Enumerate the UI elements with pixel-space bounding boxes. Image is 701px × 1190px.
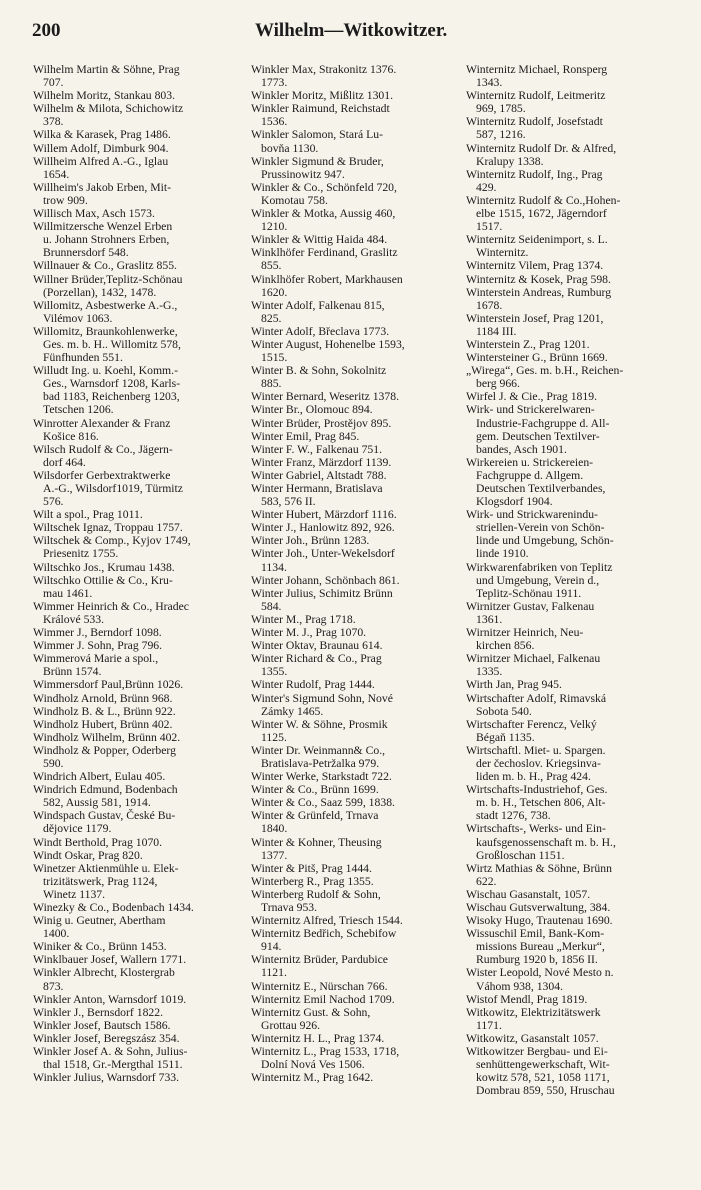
directory-line: Winternitz Rudolf, Ing., Prag bbox=[466, 167, 603, 181]
directory-line: Winkler & Wittig Haida 484. bbox=[251, 233, 388, 247]
directory-line: elbe 1515, 1672, Jägerndorf bbox=[476, 207, 607, 221]
directory-line: Winetzer Aktienmühle u. Elek- bbox=[33, 861, 179, 875]
directory-line: Winter Dr. Weinmann& Co., bbox=[251, 743, 386, 757]
directory-line: Wirtschafter Ferencz, Velký bbox=[466, 717, 597, 731]
directory-line: Industrie-Fachgruppe d. All- bbox=[476, 416, 610, 430]
directory-line: Wissuschil Emil, Bank-Kom- bbox=[466, 927, 605, 941]
directory-line: A.-G., Wilsdorf1019, Türmitz bbox=[43, 482, 183, 495]
directory-line: 1343. bbox=[476, 76, 503, 90]
directory-line: Wiltschko Jos., Krumau 1438. bbox=[33, 560, 175, 574]
directory-line: Winter & Co., Saaz 599, 1838. bbox=[251, 796, 395, 810]
directory-line: Wischau Gutsverwaltung, 384. bbox=[466, 901, 611, 914]
directory-line: Ges., Warnsdorf 1208, Karls- bbox=[43, 377, 181, 391]
directory-line: linde 1910. bbox=[476, 547, 529, 561]
directory-line: Rumburg 1920 b, 1856 II. bbox=[476, 953, 598, 967]
directory-line: Wirnitzer Gustav, Falkenau bbox=[466, 599, 595, 613]
directory-line: Windt Oskar, Prag 820. bbox=[33, 848, 143, 862]
directory-line: Grottau 926. bbox=[261, 1018, 321, 1032]
directory-line: Zámky 1465. bbox=[261, 704, 324, 718]
directory-line: Winter Hermann, Bratislava bbox=[251, 482, 383, 495]
directory-line: trizitätswerk, Prag 1124, bbox=[43, 874, 158, 888]
directory-line: Winterberg Rudolf & Sohn, bbox=[251, 887, 381, 901]
directory-line: linde und Umgebung, Schön- bbox=[476, 534, 614, 548]
directory-line: bad 1183, Reichenberg 1203, bbox=[43, 390, 180, 404]
directory-line: dějovice 1179. bbox=[43, 822, 112, 836]
directory-line: Komotau 758. bbox=[261, 193, 328, 207]
directory-line: Dolní Nová Ves 1506. bbox=[261, 1058, 365, 1072]
directory-line: Winter M., Prag 1718. bbox=[251, 612, 356, 626]
directory-line: m. b. H., Tetschen 806, Alt- bbox=[476, 796, 606, 810]
directory-line: Winter Emil, Prag 845. bbox=[251, 429, 360, 443]
directory-line: Wiltschek Ignaz, Troppau 1757. bbox=[33, 521, 183, 535]
directory-line: Winkler Josef, Beregszász 354. bbox=[33, 1031, 180, 1045]
directory-line: Winternitz Gust. & Sohn, bbox=[251, 1005, 371, 1019]
directory-line: Winkler Josef, Bautsch 1586. bbox=[33, 1018, 171, 1032]
directory-line: dorf 464. bbox=[43, 455, 86, 469]
directory-line: Winter F. W., Falkenau 751. bbox=[251, 442, 383, 456]
directory-line: Winternitz Michael, Ronsperg bbox=[466, 63, 608, 76]
column-middle bbox=[251, 63, 461, 1084]
directory-line: Winkler & Co., Schönfeld 720, bbox=[251, 180, 397, 194]
directory-line: Windholz Hubert, Brünn 402. bbox=[33, 717, 173, 731]
directory-line: 1840. bbox=[261, 822, 288, 836]
directory-line: Winter Hubert, Märzdorf 1116. bbox=[251, 508, 397, 522]
directory-line: Windt Berthold, Prag 1070. bbox=[33, 835, 163, 849]
directory-line: 1654. bbox=[43, 167, 70, 181]
directory-line: Bégaň 1135. bbox=[476, 730, 535, 744]
directory-line: senhüttengewerkschaft, Wit- bbox=[476, 1058, 610, 1072]
directory-line: Wilt a spol., Prag 1011. bbox=[33, 508, 143, 522]
directory-line: Wirtschafts-Industriehof, Ges. bbox=[466, 783, 608, 797]
directory-line: Winter Oktav, Braunau 614. bbox=[251, 639, 383, 653]
directory-line: Wimmersdorf Paul,Brünn 1026. bbox=[33, 678, 184, 692]
directory-line: bovňa 1130. bbox=[261, 141, 319, 155]
directory-line: Wirkereien u. Strickereien- bbox=[466, 455, 594, 469]
directory-line: Willomitz, Braunkohlenwerke, bbox=[33, 324, 178, 338]
directory-line: Winter B. & Sohn, Sokolnitz bbox=[251, 364, 387, 378]
directory-line: berg 966. bbox=[476, 377, 520, 391]
directory-line: Wilhelm Moritz, Stankau 803. bbox=[33, 89, 176, 103]
directory-line: Wilsdorfer Gerbextraktwerke bbox=[33, 468, 171, 482]
page-number: 200 bbox=[32, 20, 61, 41]
directory-line: Wirtz Mathias & Söhne, Brünn bbox=[466, 861, 612, 875]
directory-line: Winklbauer Josef, Wallern 1771. bbox=[33, 953, 187, 967]
directory-line: Wilsch Rudolf & Co., Jägern- bbox=[33, 442, 173, 456]
directory-line: 576. bbox=[43, 495, 64, 509]
directory-line: Wiltschek & Comp., Kyjov 1749, bbox=[33, 534, 191, 548]
directory-line: Trnava 953. bbox=[261, 901, 318, 914]
directory-line: 1620. bbox=[261, 285, 288, 299]
directory-line: Winter Julius, Schimitz Brünn bbox=[251, 586, 393, 600]
directory-line: 1134. bbox=[261, 560, 287, 574]
directory-line: Windrich Edmund, Bodenbach bbox=[33, 783, 178, 797]
column-right bbox=[466, 63, 688, 1097]
directory-line: Brunnersdorf 548. bbox=[43, 246, 129, 260]
directory-line: striellen-Verein von Schön- bbox=[476, 521, 605, 535]
directory-line: Winezky & Co., Bodenbach 1434. bbox=[33, 901, 194, 914]
directory-line: Wirk- und Strickerelwaren- bbox=[466, 403, 595, 417]
column-left bbox=[33, 63, 243, 1084]
directory-line: u. Johann Strohners Erben, bbox=[43, 233, 170, 247]
directory-line: Klogsdorf 1904. bbox=[476, 495, 553, 509]
directory-line: Wischau Gasanstalt, 1057. bbox=[466, 887, 591, 901]
directory-line: Wimmerová Marie a spol., bbox=[33, 652, 159, 666]
directory-line: Bratislava-Petržalka 979. bbox=[261, 756, 380, 770]
directory-line: Winiker & Co., Brünn 1453. bbox=[33, 940, 167, 954]
directory-line: 1515. bbox=[261, 351, 288, 365]
directory-line: 1361. bbox=[476, 612, 503, 626]
directory-line: 825. bbox=[261, 311, 282, 325]
directory-line: Winkler Anton, Warnsdorf 1019. bbox=[33, 992, 187, 1006]
directory-line: Winkler J., Bernsdorf 1822. bbox=[33, 1005, 164, 1019]
directory-line: Winterstein Josef, Prag 1201, bbox=[466, 311, 604, 325]
directory-line: trow 909. bbox=[43, 193, 88, 207]
directory-line: der čechoslov. Kriegsinva- bbox=[476, 756, 601, 770]
directory-line: Winkler Sigmund & Bruder, bbox=[251, 154, 384, 168]
directory-line: Winter August, Hohenelbe 1593, bbox=[251, 337, 405, 351]
directory-line: Winklhöfer Ferdinand, Graslitz bbox=[251, 246, 398, 260]
directory-line: Winter J., Hanlowitz 892, 926. bbox=[251, 521, 395, 535]
directory-line: Teplitz-Schönau 1911. bbox=[476, 586, 582, 600]
directory-line: 1335. bbox=[476, 665, 503, 679]
directory-line: 622. bbox=[476, 874, 497, 888]
directory-line: Winter & Grünfeld, Trnava bbox=[251, 809, 379, 823]
directory-line: Winternitz Brüder, Pardubice bbox=[251, 953, 388, 967]
directory-line: 969, 1785. bbox=[476, 102, 526, 116]
directory-line: stadt 1276, 738. bbox=[476, 809, 551, 823]
directory-line: Winkler Moritz, Mißlitz 1301. bbox=[251, 89, 394, 103]
directory-line: thal 1518, Gr.-Mergthal 1511. bbox=[43, 1058, 183, 1072]
directory-line: Winkler & Motka, Aussig 460, bbox=[251, 207, 396, 221]
directory-line: 587, 1216. bbox=[476, 128, 526, 142]
directory-line: Windholz B. & L., Brünn 922. bbox=[33, 704, 176, 718]
directory-line: Winter Br., Olomouc 894. bbox=[251, 403, 373, 417]
directory-line: Wimmer Heinrich & Co., Hradec bbox=[33, 599, 189, 613]
directory-line: Winter Joh., Brünn 1283. bbox=[251, 534, 370, 548]
directory-line: Winternitz & Kosek, Prag 598. bbox=[466, 272, 611, 286]
directory-line: Winkler Salomon, Stará Lu- bbox=[251, 128, 383, 142]
directory-line: Deutschen Textilverbandes, bbox=[476, 482, 606, 495]
directory-line: Willmitzersche Wenzel Erben bbox=[33, 220, 173, 234]
directory-line: Wiltschko Ottilie & Co., Kru- bbox=[33, 573, 173, 587]
directory-line: Willner Brüder,Teplitz-Schönau bbox=[33, 272, 183, 286]
directory-line: 584. bbox=[261, 599, 282, 613]
directory-line: Wimmer J., Berndorf 1098. bbox=[33, 626, 162, 640]
directory-line: „Wirega“, Ges. m. b.H., Reichen- bbox=[466, 364, 624, 378]
directory-line: 1377. bbox=[261, 848, 288, 862]
directory-line: Willem Adolf, Dimburk 904. bbox=[33, 141, 169, 155]
directory-line: Winkler Max, Strakonitz 1376. bbox=[251, 63, 397, 76]
directory-line: Winterstein Z., Prag 1201. bbox=[466, 337, 590, 351]
directory-line: Winternitz Vilem, Prag 1374. bbox=[466, 259, 604, 273]
directory-line: Winter W. & Söhne, Prosmik bbox=[251, 717, 388, 731]
directory-line: Wister Leopold, Nové Mesto n. bbox=[466, 966, 614, 980]
directory-line: Winternitz Bedřich, Schebifow bbox=[251, 927, 397, 941]
directory-line: 1355. bbox=[261, 665, 288, 679]
directory-line: Willudt Ing. u. Koehl, Komm.- bbox=[33, 364, 178, 378]
directory-line: Košice 816. bbox=[43, 429, 99, 443]
directory-line: 1400. bbox=[43, 927, 70, 941]
directory-line: Winternitz Alfred, Triesch 1544. bbox=[251, 914, 403, 928]
directory-line: Winternitz Rudolf & Co.,Hohen- bbox=[466, 193, 621, 207]
directory-line: Váhom 938, 1304. bbox=[476, 979, 563, 993]
directory-line: 590. bbox=[43, 756, 64, 770]
directory-line: Willheim Alfred A.-G., Iglau bbox=[33, 154, 169, 168]
directory-line: bandes, Asch 1901. bbox=[476, 442, 567, 456]
directory-line: 1773. bbox=[261, 76, 288, 90]
directory-line: Králové 533. bbox=[43, 612, 105, 626]
directory-line: mau 1461. bbox=[43, 586, 93, 600]
directory-line: und Umgebung, Verein d., bbox=[476, 573, 600, 587]
directory-line: Witkowitz, Elektrizitätswerk bbox=[466, 1005, 601, 1019]
directory-line: Winter Franz, Märzdorf 1139. bbox=[251, 455, 392, 469]
directory-line: 429. bbox=[476, 180, 497, 194]
directory-line: kowitz 578, 521, 1058 1171, bbox=[476, 1071, 610, 1085]
directory-line: Wintersteiner G., Brünn 1669. bbox=[466, 351, 608, 365]
directory-line: Winternitz E., Nürschan 766. bbox=[251, 979, 388, 993]
directory-line: Wisoky Hugo, Trautenau 1690. bbox=[466, 914, 613, 928]
directory-line: 1210. bbox=[261, 220, 288, 234]
directory-line: Winternitz. bbox=[476, 246, 529, 260]
directory-line: Winter's Sigmund Sohn, Nové bbox=[251, 691, 393, 705]
directory-line: 378. bbox=[43, 115, 64, 129]
directory-line: Winterberg R., Prag 1355. bbox=[251, 874, 374, 888]
directory-line: Windholz Wilhelm, Brünn 402. bbox=[33, 730, 181, 744]
directory-line: Wistof Mendl, Prag 1819. bbox=[466, 992, 588, 1006]
directory-line: Wirfel J. & Cie., Prag 1819. bbox=[466, 390, 597, 404]
directory-line: Winkler Julius, Warnsdorf 733. bbox=[33, 1071, 180, 1085]
directory-line: Winternitz L., Prag 1533, 1718, bbox=[251, 1045, 400, 1059]
directory-line: Brünn 1574. bbox=[43, 665, 102, 679]
directory-line: Vilémov 1063. bbox=[43, 311, 113, 325]
directory-line: 1125. bbox=[261, 730, 287, 744]
directory-line: Fünfhunden 551. bbox=[43, 351, 123, 365]
directory-line: Kralupy 1338. bbox=[476, 154, 544, 168]
directory-line: Winternitz M., Prag 1642. bbox=[251, 1071, 374, 1085]
directory-line: 1121. bbox=[261, 966, 287, 980]
directory-line: Winkler Albrecht, Klostergrab bbox=[33, 966, 175, 980]
directory-line: Prussinowitz 947. bbox=[261, 167, 345, 181]
directory-line: Winter Brüder, Prostějov 895. bbox=[251, 416, 392, 430]
directory-line: 873. bbox=[43, 979, 64, 993]
directory-line: Windrich Albert, Eulau 405. bbox=[33, 770, 166, 784]
directory-line: Winter Joh., Unter-Wekelsdorf bbox=[251, 547, 395, 561]
directory-line: 1678. bbox=[476, 298, 503, 312]
directory-line: Sobota 540. bbox=[476, 704, 532, 718]
directory-line: Winter M. J., Prag 1070. bbox=[251, 626, 367, 640]
page-title: Wilhelm—Witkowitzer. bbox=[255, 20, 448, 41]
directory-line: Winkler Raimund, Reichstadt bbox=[251, 102, 390, 116]
directory-line: Winrotter Alexander & Franz bbox=[33, 416, 171, 430]
directory-line: Winkler Josef A. & Sohn, Julius- bbox=[33, 1045, 188, 1059]
directory-line: Winklhöfer Robert, Markhausen bbox=[251, 272, 403, 286]
directory-line: Witkowitzer Bergbau- und Ei- bbox=[466, 1045, 608, 1059]
directory-line: Winternitz Rudolf, Leitmeritz bbox=[466, 89, 606, 103]
directory-line: Winetz 1137. bbox=[43, 887, 106, 901]
directory-line: Winternitz Seidenimport, s. L. bbox=[466, 233, 608, 247]
directory-line: Winter Richard & Co., Prag bbox=[251, 652, 382, 666]
directory-line: 855. bbox=[261, 259, 282, 273]
directory-line: liden m. b. H., Prag 424. bbox=[476, 770, 591, 784]
directory-line: Fachgruppe d. Allgem. bbox=[476, 468, 584, 482]
directory-line: Winter Adolf, Falkenau 815, bbox=[251, 298, 385, 312]
directory-line: Winternitz H. L., Prag 1374. bbox=[251, 1031, 385, 1045]
directory-line: Windholz & Popper, Oderberg bbox=[33, 743, 176, 757]
directory-line: Ges. m. b. H.. Willomitz 578, bbox=[43, 337, 181, 351]
directory-line: (Porzellan), 1432, 1478. bbox=[43, 285, 157, 299]
directory-line: 1184 III. bbox=[476, 324, 517, 338]
directory-line: Wilka & Karasek, Prag 1486. bbox=[33, 128, 171, 142]
directory-line: Wirtschafts-, Werks- und Ein- bbox=[466, 822, 606, 836]
directory-line: Winter Gabriel, Altstadt 788. bbox=[251, 468, 387, 482]
directory-line: Windholz Arnold, Brünn 968. bbox=[33, 691, 173, 705]
directory-line: 1517. bbox=[476, 220, 503, 234]
directory-line: Winter Rudolf, Prag 1444. bbox=[251, 678, 375, 692]
page-header bbox=[0, 16, 701, 46]
directory-line: Wirnitzer Heinrich, Neu- bbox=[466, 626, 584, 640]
directory-line: Windspach Gustav, České Bu- bbox=[33, 809, 176, 823]
directory-line: Dombrau 859, 550, Hruschau bbox=[476, 1084, 615, 1098]
directory-line: 1171. bbox=[476, 1018, 502, 1032]
directory-line: Willnauer & Co., Graslitz 855. bbox=[33, 259, 177, 273]
directory-line: Winterstein Andreas, Rumburg bbox=[466, 285, 612, 299]
directory-line: Winternitz Emil Nachod 1709. bbox=[251, 992, 395, 1006]
directory-line: Wimmer J. Sohn, Prag 796. bbox=[33, 639, 163, 653]
directory-line: Winter Adolf, Břeclava 1773. bbox=[251, 324, 390, 338]
directory-line: missions Bureau „Merkur“, bbox=[476, 940, 605, 954]
directory-line: Wirtschaftl. Miet- u. Spargen. bbox=[466, 743, 606, 757]
directory-line: 885. bbox=[261, 377, 282, 391]
directory-line: Winter & Co., Brünn 1699. bbox=[251, 783, 379, 797]
directory-line: Großloschan 1151. bbox=[476, 848, 565, 862]
directory-line: 582, Aussig 581, 1914. bbox=[43, 796, 151, 810]
directory-line: 707. bbox=[43, 76, 64, 90]
directory-line: 914. bbox=[261, 940, 282, 954]
directory-line: Wirk- und Strickwarenindu- bbox=[466, 508, 598, 522]
directory-line: kirchen 856. bbox=[476, 639, 535, 653]
directory-line: Tetschen 1206. bbox=[43, 403, 114, 417]
directory-line: Winter Bernard, Weseritz 1378. bbox=[251, 390, 399, 404]
directory-line: Wirtschafter Adolf, Rimavská bbox=[466, 691, 607, 705]
directory-line: Wirkwarenfabriken von Teplitz bbox=[466, 560, 613, 574]
directory-line: 583, 576 II. bbox=[261, 495, 316, 509]
directory-line: Willomitz, Asbestwerke A.-G., bbox=[33, 298, 178, 312]
directory-line: Witkowitz, Gasanstalt 1057. bbox=[466, 1031, 599, 1045]
directory-line: kaufsgenossenschaft m. b. H., bbox=[476, 835, 616, 849]
directory-line: Winternitz Rudolf Dr. & Alfred, bbox=[466, 141, 617, 155]
directory-line: Winter & Kohner, Theusing bbox=[251, 835, 382, 849]
directory-line: Willisch Max, Asch 1573. bbox=[33, 207, 155, 221]
directory-line: Wirnitzer Michael, Falkenau bbox=[466, 652, 601, 666]
directory-line: Winternitz Rudolf, Josefstadt bbox=[466, 115, 603, 129]
directory-line: Willheim's Jakob Erben, Mit- bbox=[33, 180, 171, 194]
directory-line: 1536. bbox=[261, 115, 288, 129]
directory-line: Winter & Pitš, Prag 1444. bbox=[251, 861, 372, 875]
directory-line: Winig u. Geutner, Abertham bbox=[33, 914, 166, 928]
directory-line: Wirth Jan, Prag 945. bbox=[466, 678, 562, 692]
directory-line: Wilhelm Martin & Söhne, Prag bbox=[33, 63, 180, 76]
directory-line: Winter Werke, Starkstadt 722. bbox=[251, 770, 392, 784]
directory-line: gem. Deutschen Textilver- bbox=[476, 429, 600, 443]
directory-line: Wilhelm & Milota, Schichowitz bbox=[33, 102, 184, 116]
directory-line: Priesenitz 1755. bbox=[43, 547, 119, 561]
directory-line: Winter Johann, Schönbach 861. bbox=[251, 573, 400, 587]
